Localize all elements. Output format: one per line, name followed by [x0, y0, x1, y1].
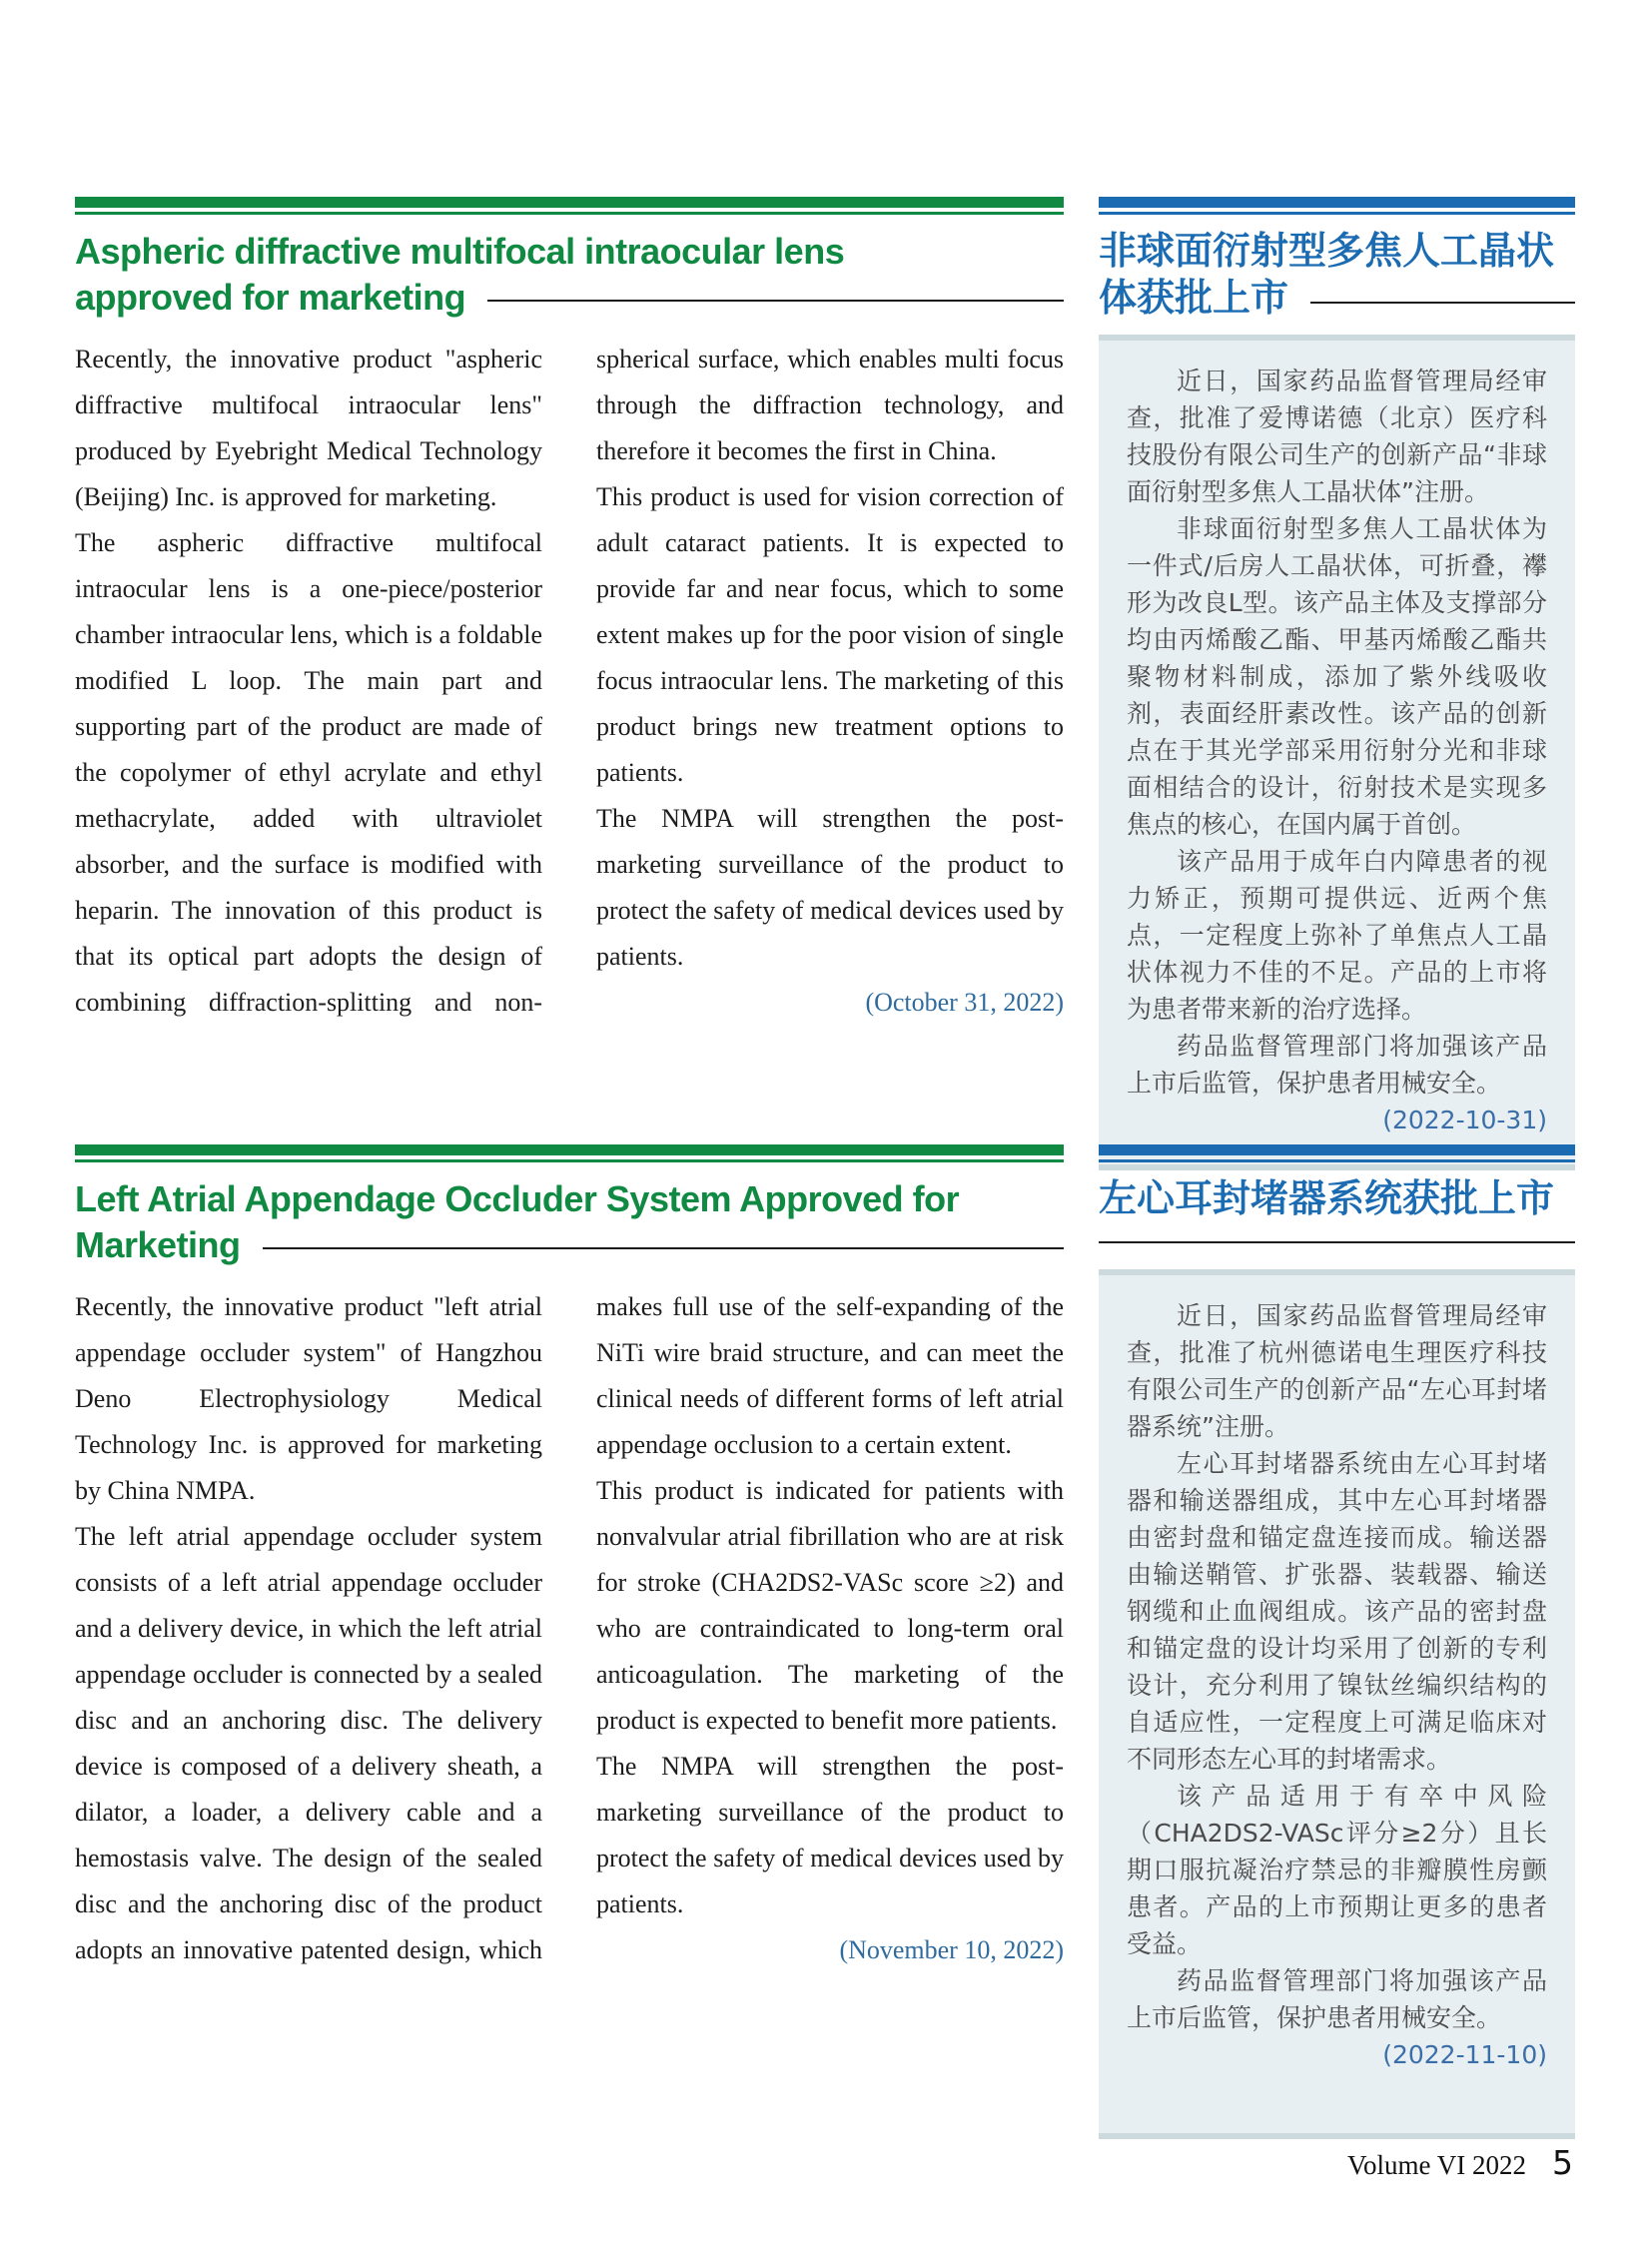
article-title — [1099, 229, 1575, 323]
page-footer — [1347, 2143, 1573, 2182]
accent-bar-green — [75, 197, 1064, 215]
title-line-1: 非球面衍射型多焦人工晶状 — [1099, 231, 1555, 273]
article-body — [1127, 363, 1547, 1138]
accent-bar-thick — [75, 1144, 1064, 1155]
title-line-1: Left Atrial Appendage Occluder System Approved for — [75, 1178, 960, 1219]
title-line-2: Marketing — [75, 1224, 241, 1265]
article-aspheric-lens-zh — [1099, 197, 1575, 1170]
article-body — [75, 337, 1064, 1026]
title-rule — [1099, 1241, 1575, 1243]
article-title — [75, 1176, 1064, 1268]
volume-label: Volume VI 2022 — [1346, 2150, 1526, 2180]
accent-bar-thin — [75, 212, 1064, 215]
paragraph: The NMPA will strengthen the post-marketing surveillance of the product to protect the safety of medical devices used by patients. — [596, 804, 1064, 971]
paragraph: 非球面衍射型多焦人工晶状体为一件式/后房人工晶状体，可折叠，襻形为改良L型。该产品主体及支撑部分均由丙烯酸乙酯、甲基丙烯酸乙酯共聚物材料制成，添加了紫外线吸收剂，表面经肝素改性。该产品的创新点在于其光学部采用衍射分光和非球面相结合的设计，衍射技术是实现多焦点的核心，在国内属于首创。 — [1127, 514, 1547, 839]
paragraph: 左心耳封堵器系统由左心耳封堵器和输送器组成，其中左心耳封堵器由密封盘和锚定盘连接而成。输送器由输送鞘管、扩张器、装载器、输送钢缆和止血阀组成。该产品的密封盘和锚定盘的设计均采用了创新的专利设计，充分利用了镍钛丝编织结构的自适应性，一定程度上可满足临床对不同形态左心耳的封堵需求。 — [1127, 1449, 1547, 1774]
article-title — [1099, 1176, 1575, 1223]
article-body — [75, 1284, 1064, 1973]
title-rule — [1310, 302, 1575, 304]
publish-date: (2022-10-31) — [1382, 1106, 1547, 1134]
article-aspheric-lens-en — [75, 197, 1064, 1026]
accent-bar-blue — [1099, 197, 1575, 215]
article-panel — [1099, 335, 1575, 1170]
title-line-2: approved for marketing — [75, 277, 466, 318]
accent-bar-thin — [1099, 1159, 1575, 1162]
article-laa-occluder-en — [75, 1144, 1064, 1973]
accent-bar-green — [75, 1144, 1064, 1162]
paragraph: Recently, the innovative product "aspheric diffractive multifocal intraocular lens" produced by Eyebright Medical Technology (Beijing) Inc. is approved for marketing. — [75, 345, 542, 511]
title-rule — [487, 300, 1064, 302]
article-title — [75, 229, 1064, 321]
paragraph: 药品监督管理部门将加强该产品上市后监管，保护患者用械安全。 — [1127, 1966, 1547, 2032]
accent-bar-thick — [1099, 1144, 1575, 1155]
paragraph: The NMPA will strengthen the post-marketing surveillance of the product to protect the safety of medical devices used by patients. — [596, 1752, 1064, 1918]
paragraph: 药品监督管理部门将加强该产品上市后监管，保护患者用械安全。 — [1127, 1032, 1547, 1098]
paragraph: 该产品用于成年白内障患者的视力矫正，预期可提供远、近两个焦点，一定程度上弥补了单焦点人工晶状体视力不佳的不足。产品的上市将为患者带来新的治疗选择。 — [1127, 847, 1547, 1024]
accent-bar-thin — [1099, 212, 1575, 215]
paragraph: 该产品适用于有卒中风险（CHA2DS2-VASc评分≥2分）且长期口服抗凝治疗禁忌的非瓣膜性房颤患者。产品的上市预期让更多的患者受益。 — [1127, 1782, 1547, 1958]
paragraph: Recently, the innovative product "left atrial appendage occluder system" of Hangzhou Deno Electrophysiology Medical Technology Inc. is approved for marketing by China NMPA. — [75, 1292, 542, 1505]
accent-bar-thick — [1099, 197, 1575, 208]
publish-date: (November 10, 2022) — [839, 1935, 1064, 1964]
article-body — [1127, 1297, 1547, 2073]
paragraph: This product is used for vision correction of adult cataract patients. It is expected to provide far and near focus, which to some extent makes up for the poor vision of single focus intraocular lens. The marketing of this product brings new treatment options to patients. — [596, 482, 1064, 787]
accent-bar-blue — [1099, 1144, 1575, 1162]
accent-bar-thin — [75, 1159, 1064, 1162]
paragraph: This product is indicated for patients with nonvalvular atrial fibrillation who are at risk for stroke (CHA2DS2-VASc score ≥2) and who are contraindicated to long-term oral anticoagulation. The marketing of the product is expected to benefit more patients. — [596, 1476, 1064, 1735]
paragraph: The left atrial appendage occluder system consists of a left atrial appendage occluder and a delivery device, in which the left atrial appendage occluder is connected by a sealed disc and an anchoring disc. The delivery device is composed of a delivery sheath, a dilator, a loader, a delivery cable and a hemostasis valve. The design of the sealed disc and the anchoring disc of the product adopts an innovative patented design, which makes full use of the self-expanding of the NiTi wire braid structure, and can meet the clinical needs of different forms of left atrial appendage occlusion to a certain extent. — [75, 1292, 1064, 1964]
title-line-1: Aspheric diffractive multifocal intraocular lens — [75, 231, 845, 272]
paragraph: 近日，国家药品监督管理局经审查，批准了杭州德诺电生理医疗科技有限公司生产的创新产品“左心耳封堵器系统”注册。 — [1127, 1301, 1547, 1441]
article-laa-occluder-zh — [1099, 1144, 1575, 2139]
title-rule — [263, 1247, 1064, 1249]
title-line-2: 体获批上市 — [1099, 278, 1289, 320]
publish-date: (2022-11-10) — [1382, 2040, 1547, 2069]
article-panel — [1099, 1269, 1575, 2139]
paragraph: The aspheric diffractive multifocal intraocular lens is a one-piece/posterior chamber intraocular lens, which is a foldable modified L loop. The main part and supporting part of the product are made of the copolymer of ethyl acrylate and ethyl methacrylate, added with ultraviolet absorber, and the surface is modified with heparin. The innovation of this product is that its optical part adopts the design of combining diffraction-splitting and non-spherical surface, which enables multi focus through the diffraction technology, and therefore it becomes the first in China. — [75, 345, 1064, 1017]
paragraph: 近日，国家药品监督管理局经审查，批准了爱博诺德（北京）医疗科技股份有限公司生产的创新产品“非球面衍射型多焦人工晶状体”注册。 — [1127, 367, 1547, 506]
page-number: 5 — [1552, 2143, 1573, 2182]
publish-date: (October 31, 2022) — [865, 988, 1064, 1017]
accent-bar-thick — [75, 197, 1064, 208]
title-line-1: 左心耳封堵器系统获批上市 — [1099, 1178, 1555, 1220]
